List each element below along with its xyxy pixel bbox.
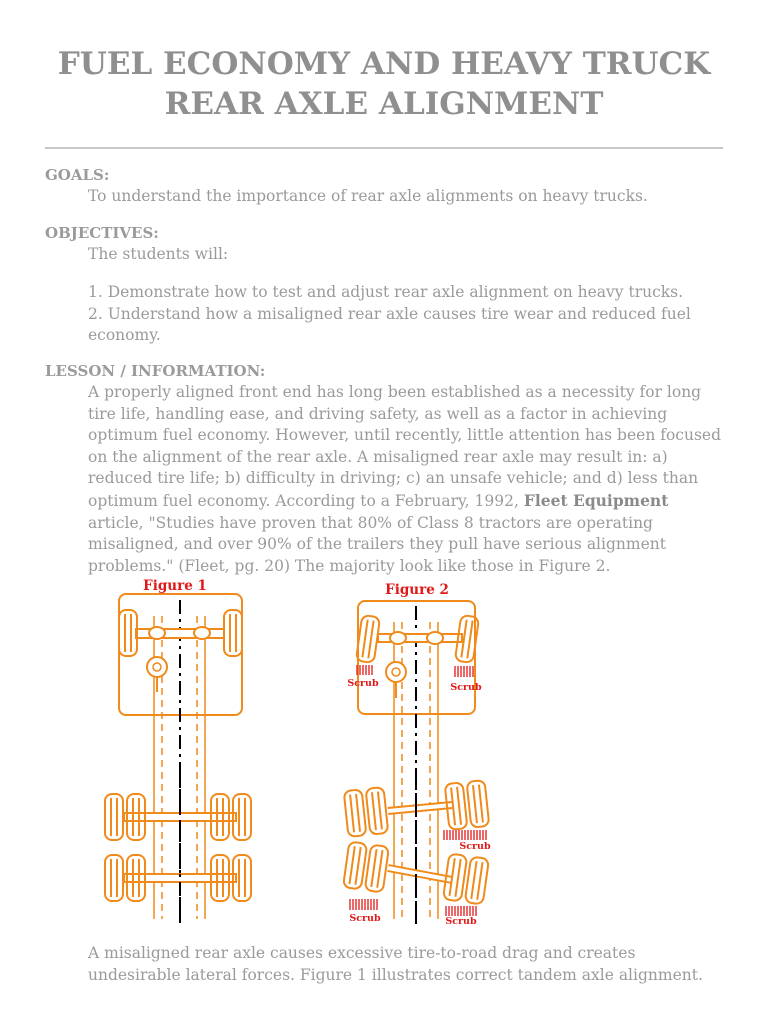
- scrub-label-rear-left: Scrub: [349, 913, 381, 924]
- document-title: [0, 44, 768, 124]
- title-line-1: FUEL ECONOMY AND HEAVY TRUCK: [57, 46, 711, 82]
- lesson-text: [88, 382, 728, 577]
- figure-1-label: Figure 1: [143, 578, 207, 594]
- figure-1-steering-gear: [147, 657, 167, 692]
- figure-2-label: Figure 2: [385, 582, 449, 598]
- lesson-text-after: article, "Studies have proven that 80% of Class 8 tractors are operating misaligned, and over 90% of the trailers they pull have serious alignment problems." (Fleet, pg. 20) The majority look like those in Figure 2.: [88, 513, 666, 575]
- lesson-text-before: A properly aligned front end has long been established as a necessity for long tire life, handling ease, and driving safety, as well as a factor in achieving optimum fuel economy. However, until recently, little attention has been focused on the alignment of the rear axle. A misaligned rear axle may result in: a) reduced tire life; b) difficulty in driving; c) an unsafe vehicle; and d) less than optimum fuel economy. According to a February, 1992,: [88, 383, 722, 510]
- objectives-intro: The students will:: [88, 245, 229, 263]
- objective-item-2: 2. Understand how a misaligned rear axle causes tire wear and reduced fuel economy.: [88, 304, 691, 345]
- figure-2: [343, 582, 491, 927]
- figure-1: [105, 578, 251, 924]
- scrub-label-rear-right-1: Scrub: [459, 841, 491, 852]
- figure-1-rear-axle-2: [105, 855, 251, 901]
- alignment-figures: [0, 574, 768, 934]
- scrub-label-rear-right-2: Scrub: [445, 916, 477, 927]
- objective-item-1: 1. Demonstrate how to test and adjust rear axle alignment on heavy trucks.: [88, 283, 684, 301]
- fleet-equipment-emphasis: Fleet Equipment: [523, 490, 669, 510]
- goals-text: To understand the importance of rear axle alignments on heavy trucks.: [88, 187, 648, 205]
- goals-heading: GOALS:: [45, 166, 110, 184]
- title-line-2: REAR AXLE ALIGNMENT: [164, 86, 604, 122]
- objectives-heading: OBJECTIVES:: [45, 224, 159, 242]
- scrub-label-front-left: Scrub: [347, 678, 379, 689]
- objectives-list: [88, 282, 728, 347]
- closing-text: A misaligned rear axle causes excessive tire-to-road drag and creates undesirable lateral forces. Figure 1 illustrates correct tandem axle alignment.: [88, 944, 703, 984]
- figure-2-steering-gear: [386, 662, 406, 698]
- figure-1-rear-axle-1: [105, 794, 251, 840]
- lesson-heading: LESSON / INFORMATION:: [45, 362, 266, 380]
- figure-1-front-axle: [119, 610, 242, 656]
- scrub-label-front-right: Scrub: [450, 682, 482, 693]
- title-divider: [45, 147, 723, 149]
- figure-2-front-axle: [356, 615, 479, 663]
